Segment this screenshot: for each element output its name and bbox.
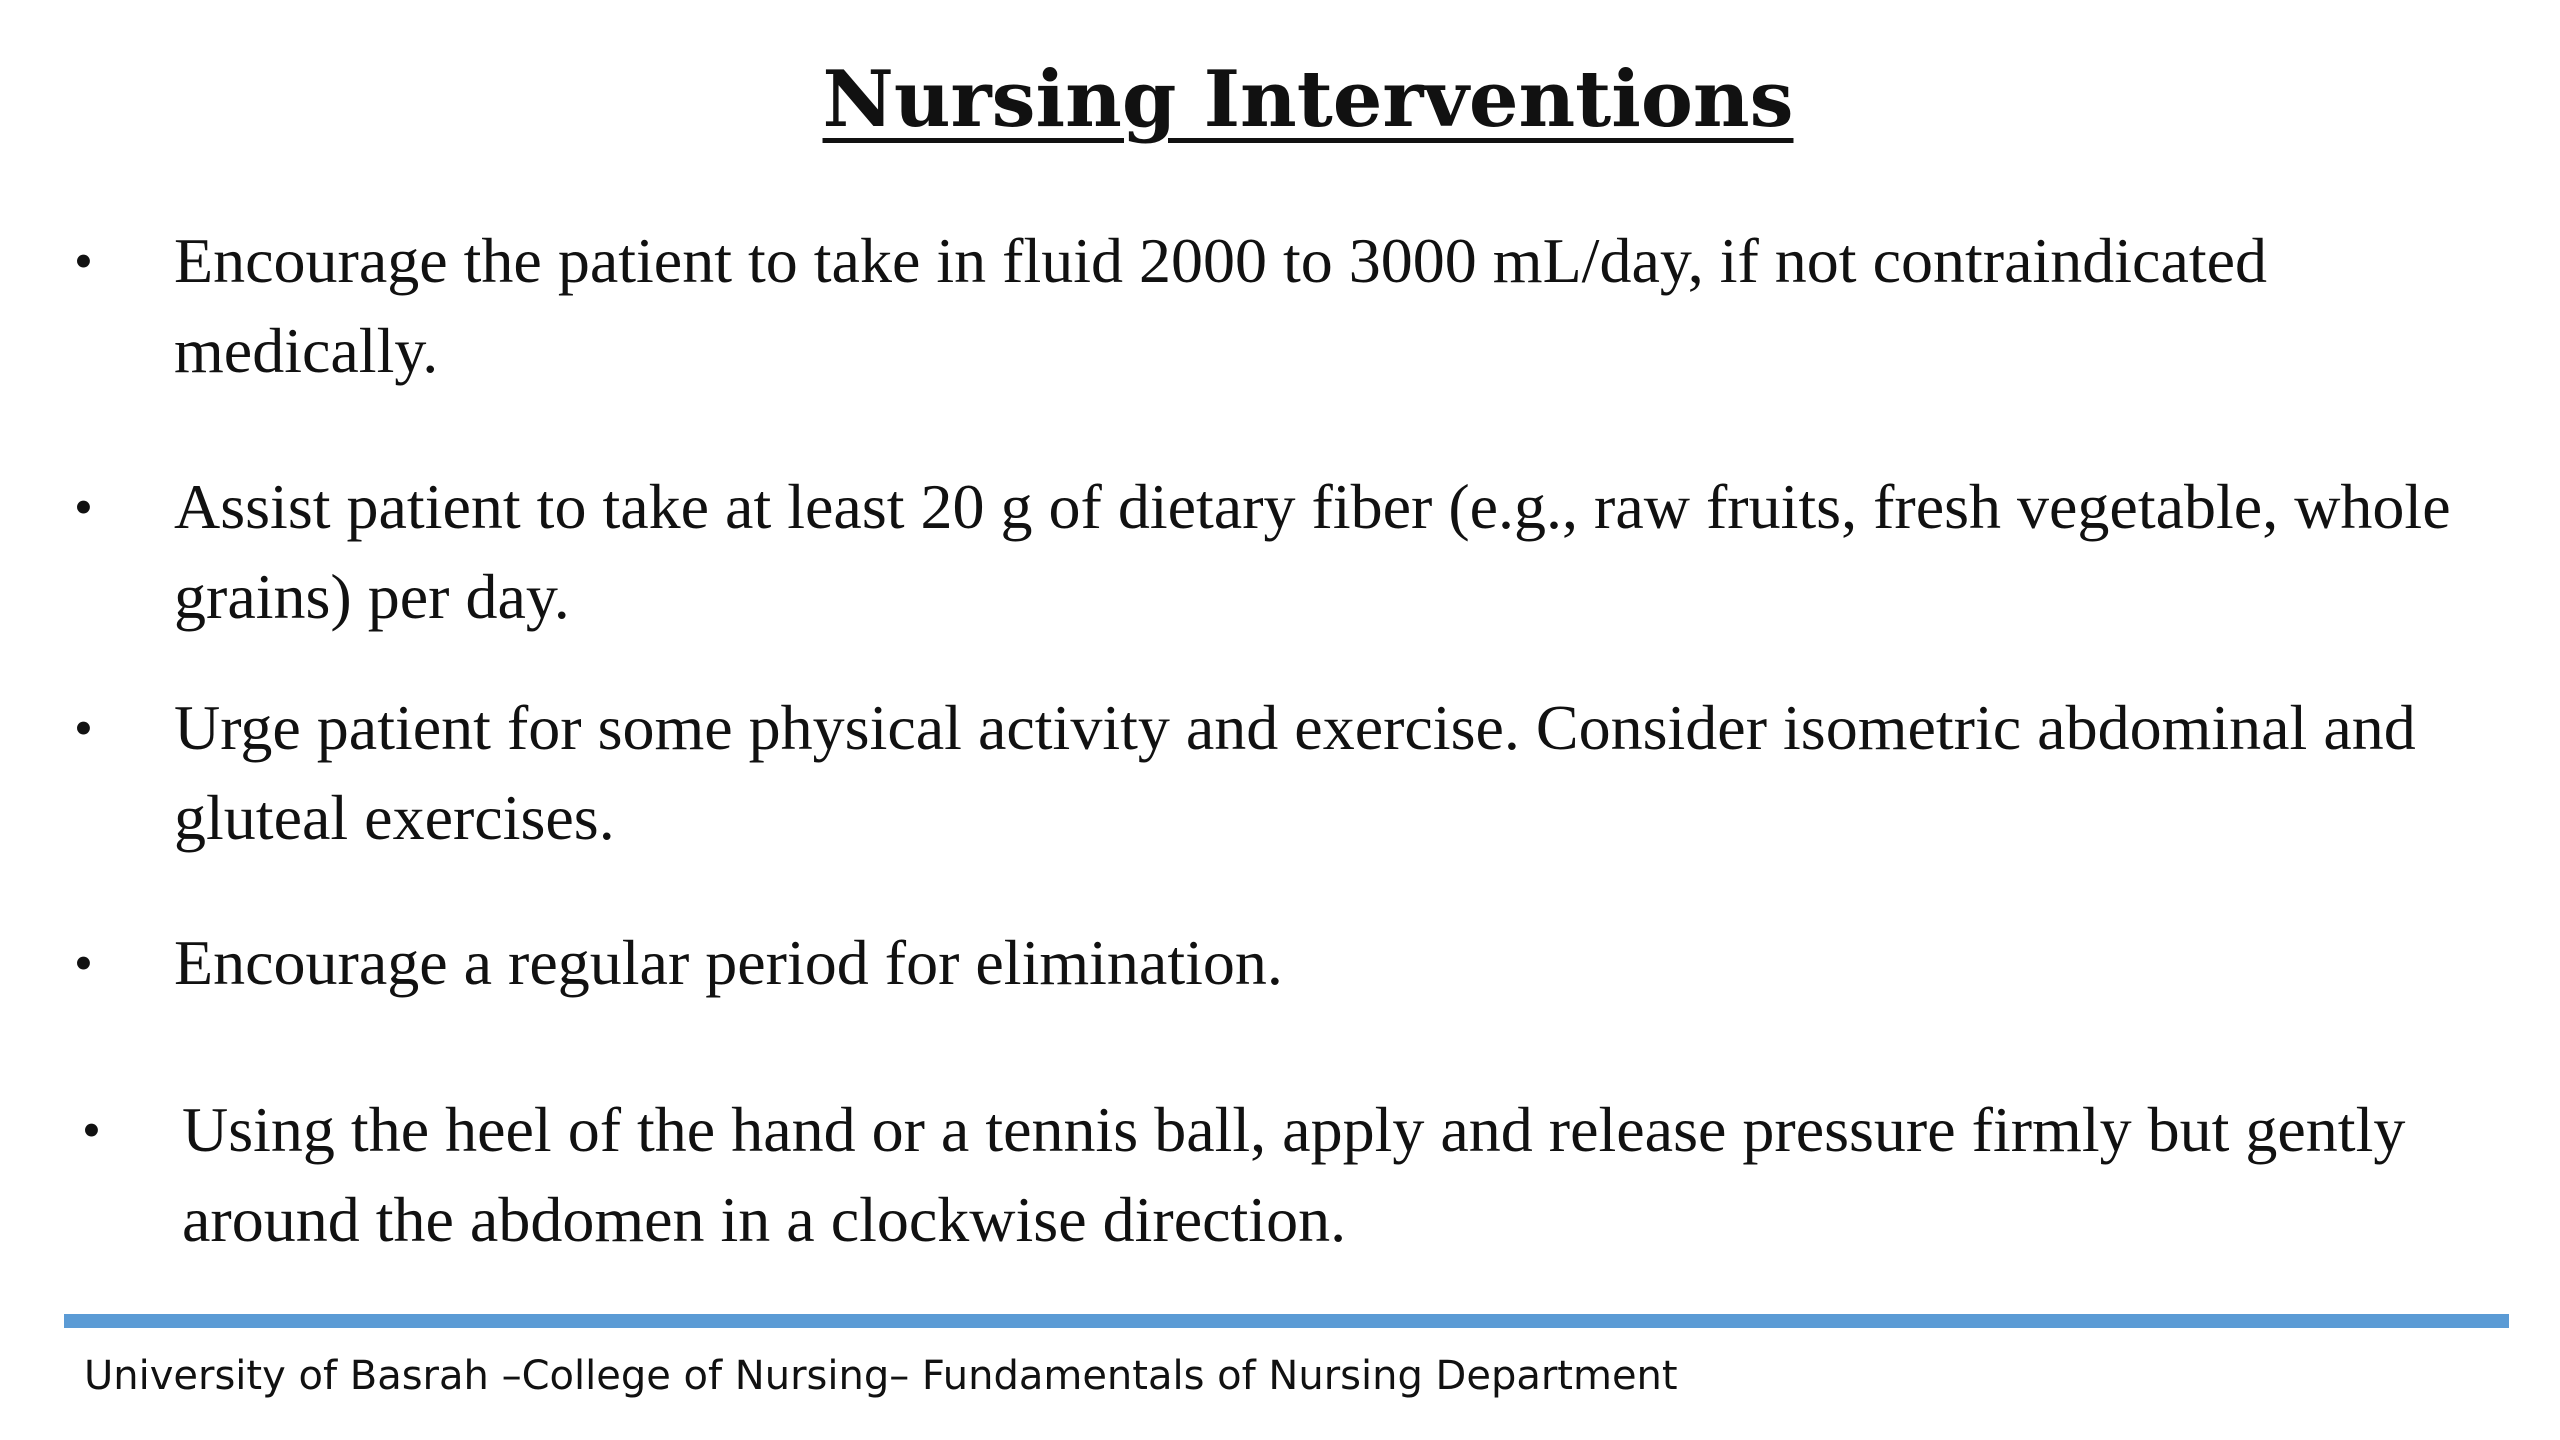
bullet-item	[82, 1085, 2502, 1265]
bullet-item	[74, 462, 2494, 642]
bullet-item	[74, 918, 2494, 1008]
bullet-text: Encourage a regular period for elimination.	[174, 927, 1283, 998]
footer-text: University of Basrah –College of Nursing– Fundamentals of Nursing Department	[84, 1353, 1678, 1399]
bullet-icon: •	[74, 698, 93, 758]
bullet-icon: •	[74, 933, 93, 993]
bullet-text: Urge patient for some physical activity and exercise. Consider isometric abdominal and gluteal exercises.	[174, 692, 2416, 853]
bullet-icon: •	[82, 1100, 101, 1160]
bullet-text: Using the heel of the hand or a tennis ball, apply and release pressure firmly but gently around the abdomen in a clockwise direction.	[182, 1094, 2406, 1255]
bullet-icon: •	[74, 231, 93, 291]
bullet-item	[74, 683, 2494, 863]
slide-title: Nursing Interventions	[822, 54, 1794, 145]
bullet-item	[74, 216, 2494, 396]
footer-divider	[64, 1314, 2509, 1328]
bullet-text: Assist patient to take at least 20 g of dietary fiber (e.g., raw fruits, fresh vegetable, whole grains) per day.	[174, 471, 2451, 632]
bullet-text: Encourage the patient to take in fluid 2000 to 3000 mL/day, if not contraindicated medically.	[174, 225, 2268, 386]
bullet-icon: •	[74, 477, 93, 537]
